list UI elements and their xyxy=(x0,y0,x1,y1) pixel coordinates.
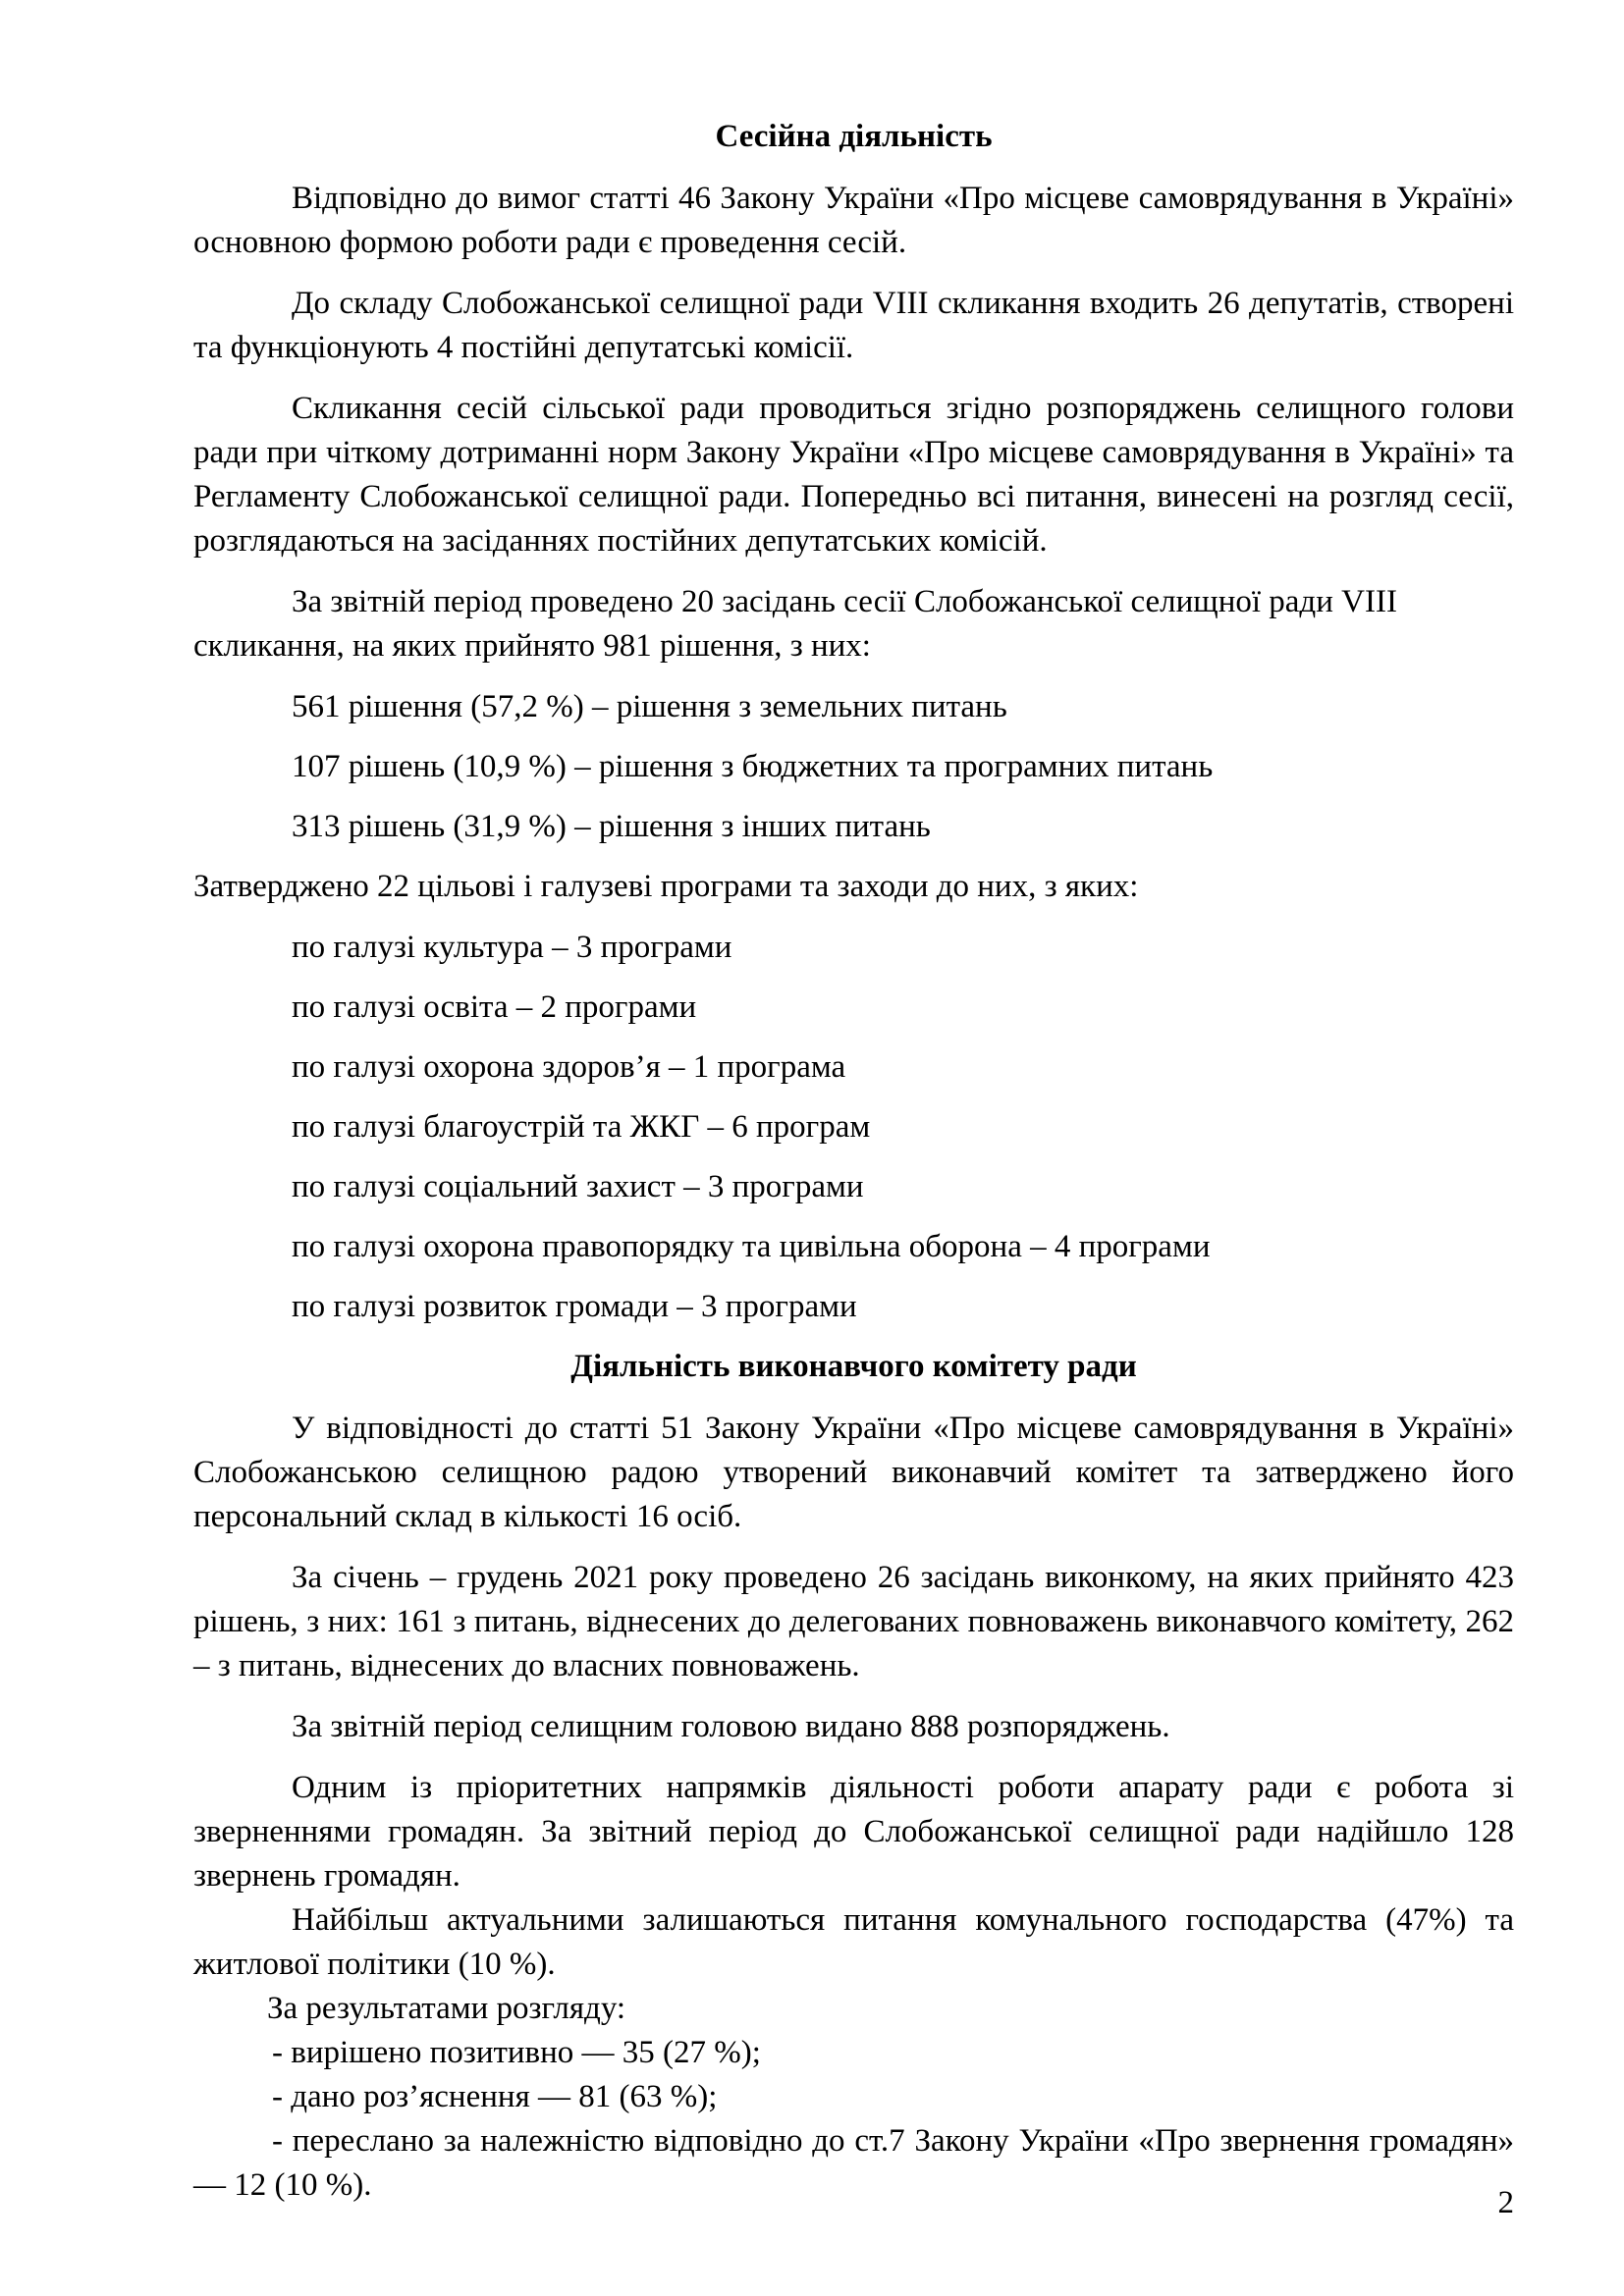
program-item: по галузі соціальний захист – 3 програми xyxy=(292,1169,864,1204)
result-item: - дано роз’яснення — 81 (63 %); xyxy=(272,2079,718,2114)
decisions-list xyxy=(193,685,1514,849)
programs-intro: Затверджено 22 цільові і галузеві програми та заходи до них, з яких: xyxy=(193,869,1139,904)
program-item: по галузі охорона здоров’я – 1 програма xyxy=(292,1049,846,1085)
result-item: - вирішено позитивно — 35 (27 %); xyxy=(272,2035,761,2070)
section-title-sessions: Сесійна діяльність xyxy=(715,119,993,154)
program-item: по галузі розвиток громади – 3 програми xyxy=(292,1289,857,1324)
section-title-executive-committee: Діяльність виконавчого комітету ради xyxy=(570,1349,1137,1384)
decision-item: 313 рішень (31,9 %) – рішення з інших питань xyxy=(292,809,931,844)
paragraph: У відповідності до статті 51 Закону України «Про місцеве самоврядування в Україні» Слобожанською селищною радою утворений виконавчий комітет та затверджено його персональний склад в кількості 16 осіб. xyxy=(193,1411,1514,1534)
paragraph: Найбільш актуальними залишаються питання комунального господарства (47%) та житлової політики (10 %). xyxy=(193,1902,1514,1982)
paragraph: Відповідно до вимог статті 46 Закону України «Про місцеве самоврядування в Україні» основною формою роботи ради є проведення сесій. xyxy=(193,181,1514,260)
program-item: по галузі культура – 3 програми xyxy=(292,930,732,965)
paragraph: Скликання сесій сільської ради проводиться згідно розпоряджень селищного голови ради при чіткому дотриманні норм Закону України «Про місцеве самоврядування в Україні» та Регламенту Слобожанської селищної ради. Попередньо всі питання, винесені на розгляд сесії, розглядаються на засіданнях постійних депутатських комісій. xyxy=(193,391,1514,559)
paragraph: За звітній період проведено 20 засідань сесії Слобожанської селищної ради VIII скликання, на яких прийнято 981 рішення, з них: xyxy=(193,584,1397,664)
paragraph: Одним із пріоритетних напрямків діяльності роботи апарату ради є робота зі зверненнями громадян. За звітний період до Слобожанської селищної ради надійшло 128 звернень громадян. xyxy=(193,1770,1514,1894)
program-item: по галузі благоустрій та ЖКГ – 6 програм xyxy=(292,1109,871,1145)
page-content xyxy=(193,115,1514,2208)
program-item: по галузі охорона правопорядку та цивільна оборона – 4 програми xyxy=(292,1229,1211,1264)
paragraph: За звітній період селищним головою видано 888 розпоряджень. xyxy=(292,1709,1170,1744)
paragraph: За січень – грудень 2021 року проведено 26 засідань виконкому, на яких прийнято 423 рішень, з них: 161 з питань, віднесених до делегованих повноважень виконавчого комітету, 262 – з питань, віднесених до власних повноважень. xyxy=(193,1560,1514,1683)
program-item: по галузі освіта – 2 програми xyxy=(292,989,697,1025)
results-intro: За результатами розгляду: xyxy=(267,1991,626,2026)
decision-item: 561 рішення (57,2 %) – рішення з земельних питань xyxy=(292,689,1007,724)
result-item: - переслано за належністю відповідно до ст.7 Закону України «Про звернення громадян» — 12 (10 %). xyxy=(193,2123,1514,2203)
programs-list xyxy=(193,926,1514,1329)
page-number: 2 xyxy=(1497,2185,1514,2220)
paragraph: До складу Слобожанської селищної ради VIII скликання входить 26 депутатів, створені та функціонують 4 постійні депутатські комісії. xyxy=(193,286,1514,365)
results-list xyxy=(193,2031,1514,2208)
decision-item: 107 рішень (10,9 %) – рішення з бюджетних та програмних питань xyxy=(292,749,1214,784)
